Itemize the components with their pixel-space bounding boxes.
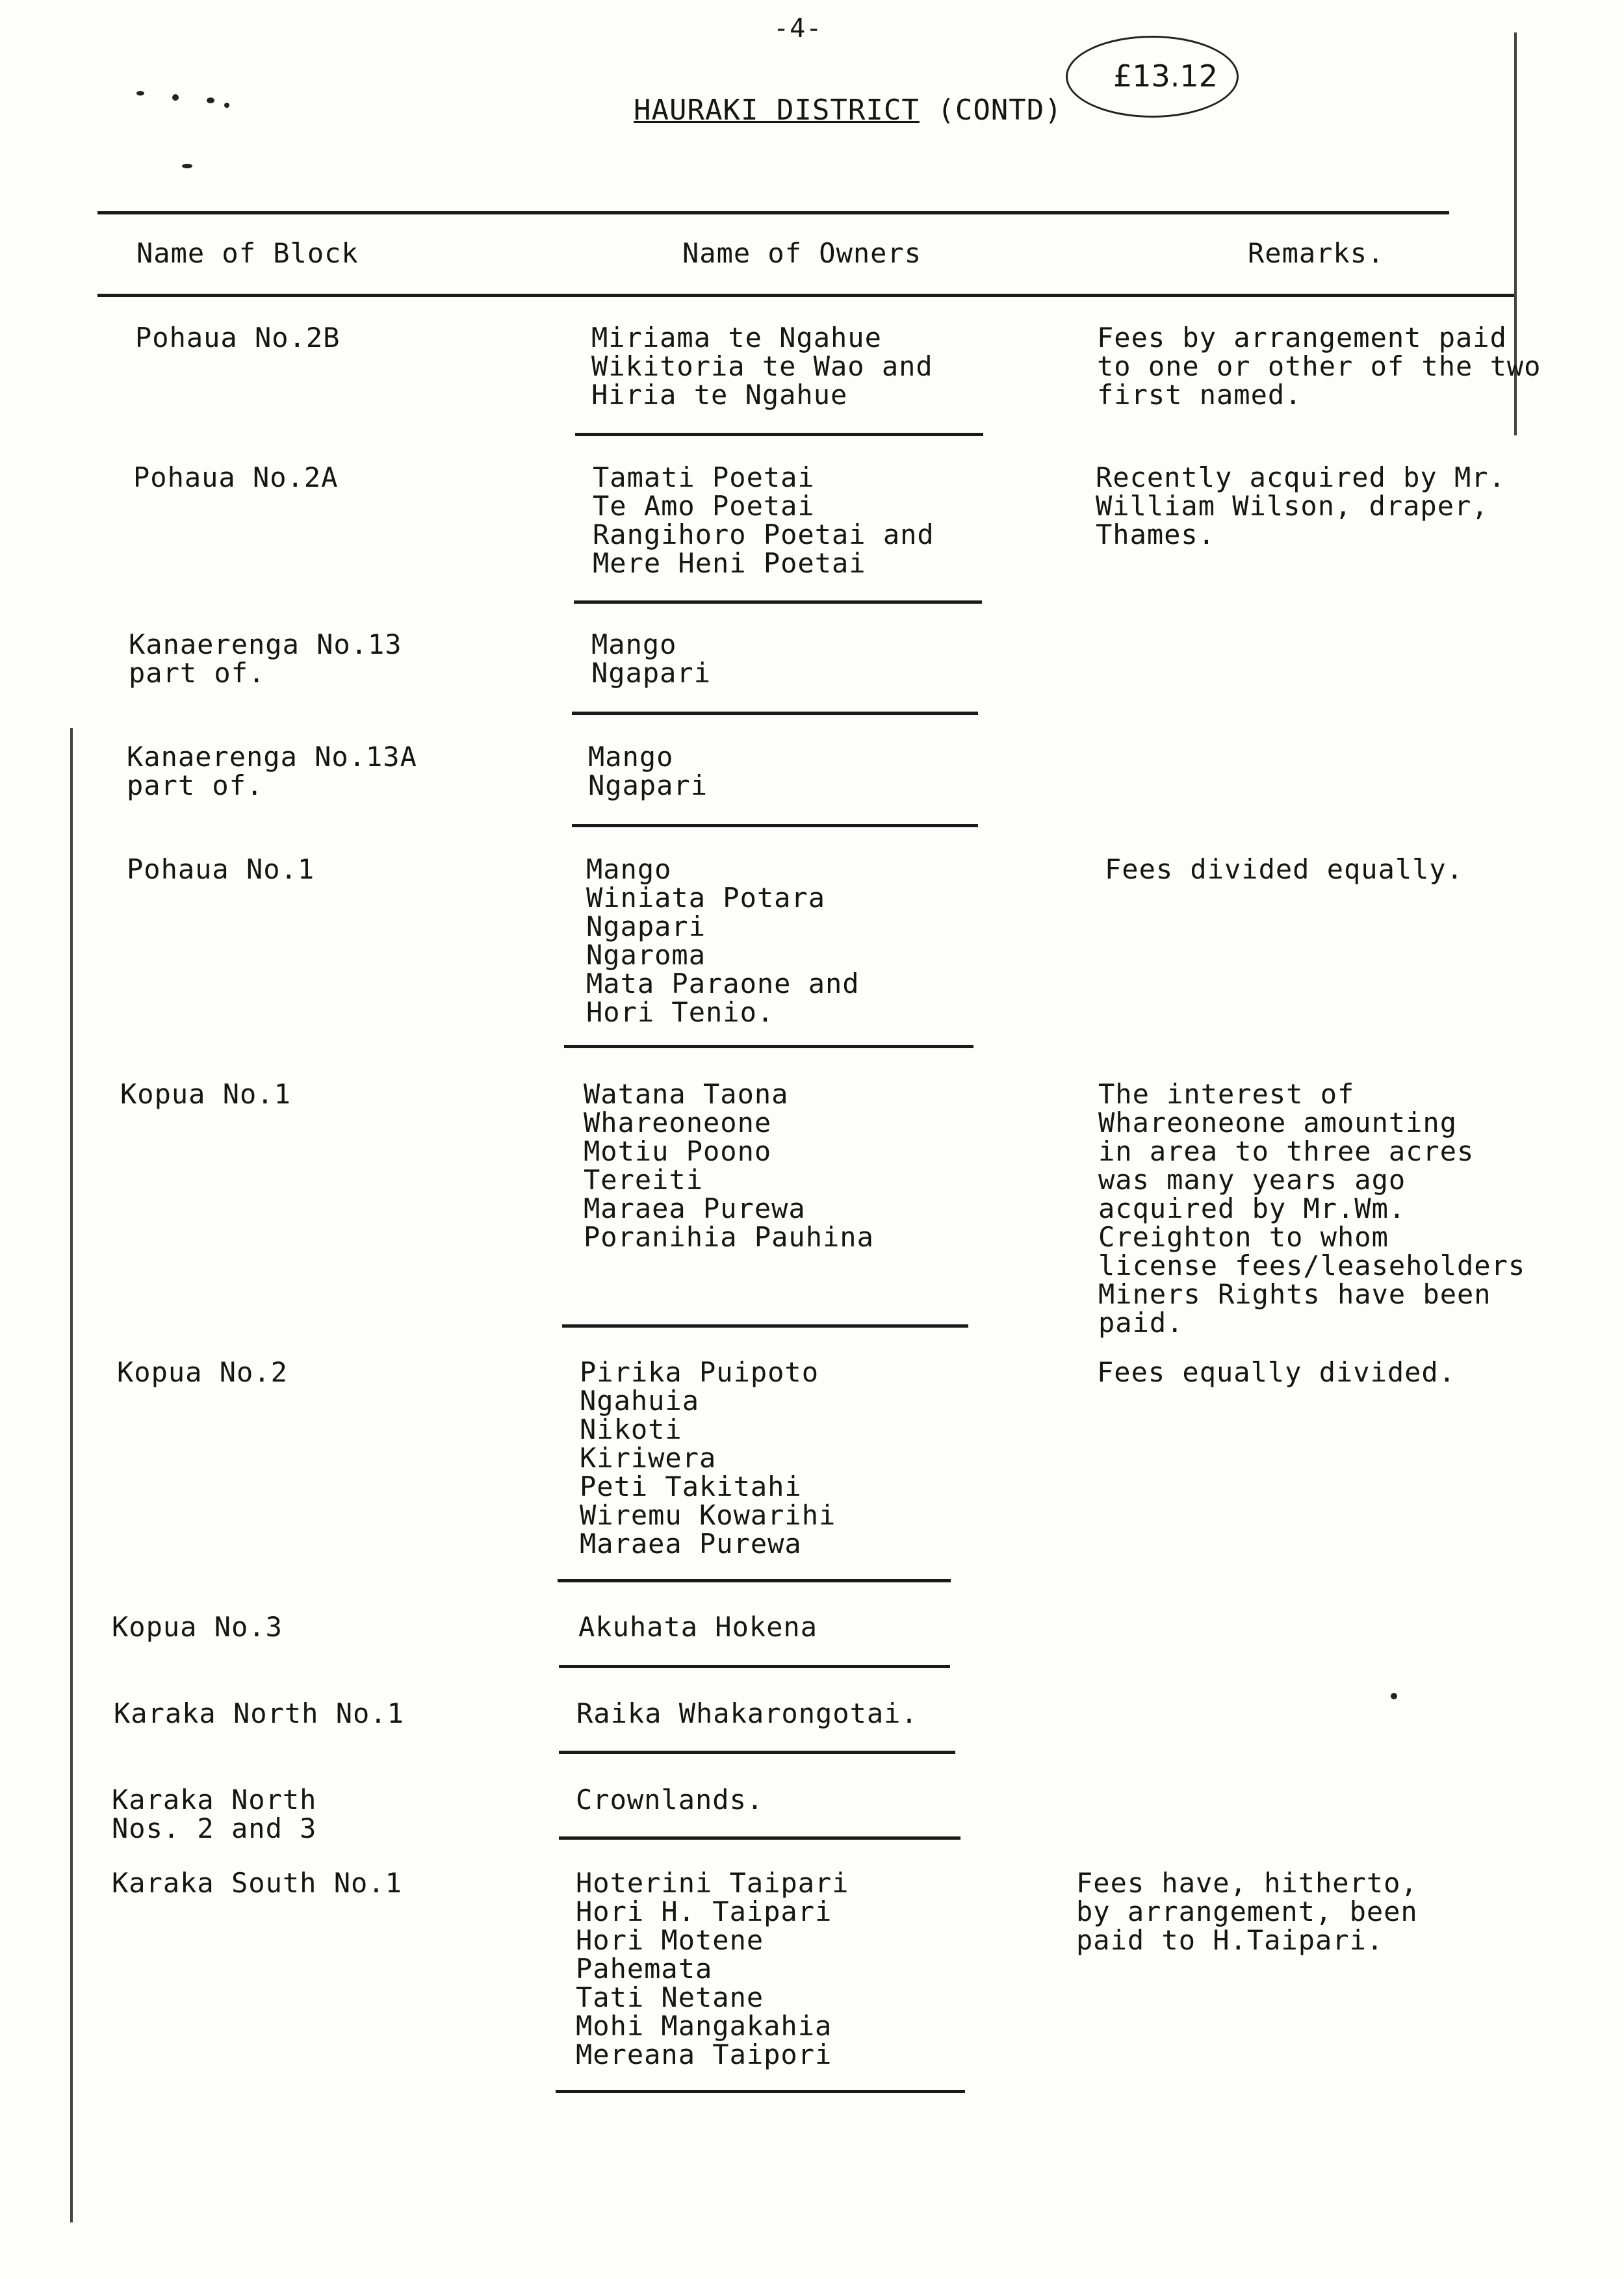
row-9-owners: Raika Whakarongotai. — [576, 1697, 918, 1729]
row-6-block: Kopua No.1 — [120, 1078, 291, 1110]
row-1-block: Pohaua No.2B — [135, 322, 341, 354]
row-5-block: Pohaua No.1 — [127, 853, 315, 885]
row-4-divider — [572, 824, 978, 827]
row-8-divider — [559, 1665, 950, 1668]
row-11-divider — [556, 2090, 965, 2093]
column-header-remarks: Remarks. — [1248, 237, 1385, 269]
row-4-block: Kanaerenga No.13A part of. — [127, 741, 417, 801]
row-10-owners: Crownlands. — [576, 1784, 764, 1816]
row-2-divider — [574, 600, 982, 604]
row-5-divider — [564, 1045, 973, 1048]
title-main: HAURAKI DISTRICT — [634, 94, 920, 127]
row-6-remarks: The interest of Whareoneone amounting in area to three acres was many years ago acquired by Mr.Wm. Creighton to whom license fees/leaseholders Miners Rights have been paid. — [1098, 1078, 1526, 1339]
row-10-divider — [559, 1836, 960, 1840]
row-3-block: Kanaerenga No.13 part of. — [129, 628, 402, 689]
row-5-owners: Mango Winiata Potara Ngapari Ngaroma Mata Paraone and Hori Tenio. — [586, 853, 860, 1028]
title-suffix: (CONTD) — [919, 94, 1063, 127]
row-11-remarks: Fees have, hitherto, by arrangement, been paid to H.Taipari. — [1076, 1867, 1418, 1956]
row-7-divider — [558, 1579, 951, 1582]
row-2-owners: Tamati Poetai Te Amo Poetai Rangihoro Poetai and Mere Heni Poetai — [593, 461, 934, 579]
handwritten-annotation — [1066, 36, 1239, 118]
scan-speck — [136, 91, 144, 96]
scan-speck — [224, 103, 229, 108]
scan-speck — [172, 94, 179, 101]
row-10-block: Karaka North Nos. 2 and 3 — [112, 1784, 317, 1844]
page-number: -4- — [773, 14, 823, 44]
column-header-owners: Name of Owners — [682, 237, 922, 269]
row-5-remarks: Fees divided equally. — [1105, 853, 1464, 885]
row-7-owners: Pirika Puipoto Ngahuia Nikoti Kiriwera Peti Takitahi Wiremu Kowarihi Maraea Purewa — [580, 1356, 836, 1560]
column-header-block: Name of Block — [136, 237, 359, 269]
scan-speck — [182, 164, 192, 168]
row-7-block: Kopua No.2 — [117, 1356, 288, 1388]
row-4-owners: Mango Ngapari — [588, 741, 708, 801]
row-1-remarks: Fees by arrangement paid to one or other of the two first named. — [1097, 322, 1541, 411]
row-3-divider — [572, 712, 978, 715]
row-9-block: Karaka North No.1 — [114, 1697, 404, 1729]
row-1-divider — [575, 433, 983, 436]
row-1-owners: Miriama te Ngahue Wikitoria te Wao and Hiria te Ngahue — [591, 322, 933, 411]
left-margin-line — [70, 728, 73, 2222]
scan-speck — [207, 97, 214, 103]
page-title — [634, 96, 1063, 125]
row-2-remarks: Recently acquired by Mr. William Wilson, draper, Thames. — [1096, 461, 1506, 550]
row-6-owners: Watana Taona Whareoneone Motiu Poono Tereiti Maraea Purewa Poranihia Pauhina — [584, 1078, 874, 1253]
row-9-divider — [559, 1751, 955, 1754]
annotation-text: £13.12 — [1113, 58, 1218, 94]
row-11-owners: Hoterini Taipari Hori H. Taipari Hori Motene Pahemata Tati Netane Mohi Mangakahia Mereana Taipori — [576, 1867, 849, 2070]
row-11-block: Karaka South No.1 — [112, 1867, 402, 1899]
scan-speck — [1391, 1693, 1397, 1699]
row-8-owners: Akuhata Hokena — [578, 1611, 818, 1643]
header-top-rule — [97, 211, 1449, 214]
row-7-remarks: Fees equally divided. — [1097, 1356, 1456, 1388]
row-6-divider — [562, 1324, 968, 1328]
row-3-owners: Mango Ngapari — [591, 628, 712, 689]
row-2-block: Pohaua No.2A — [133, 461, 339, 493]
row-8-block: Kopua No.3 — [112, 1611, 283, 1643]
header-bottom-rule — [97, 294, 1514, 297]
